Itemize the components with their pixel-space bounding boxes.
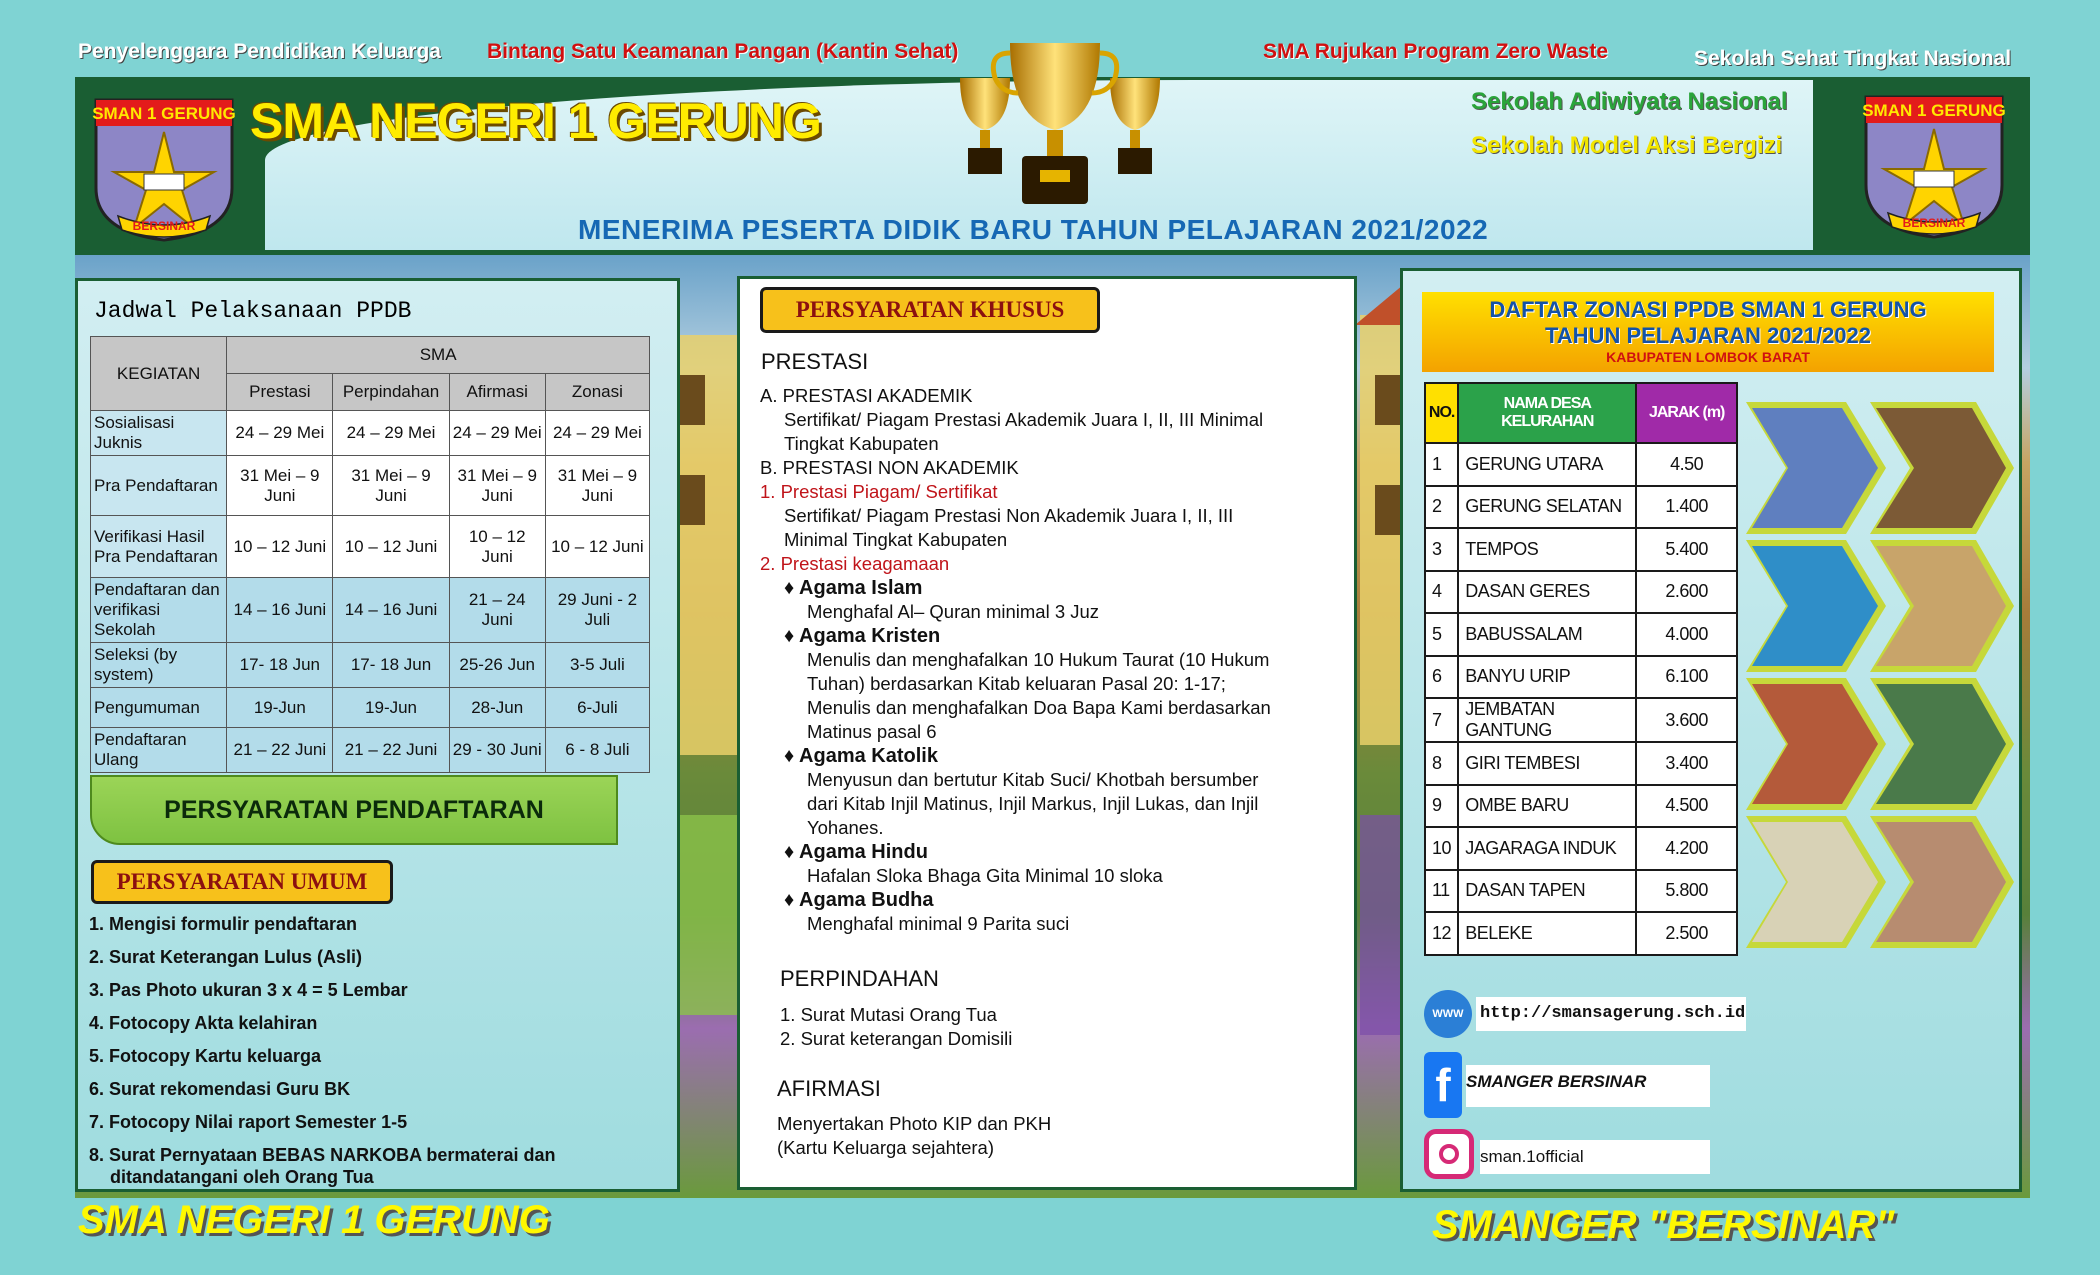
- agama-desc: Tuhan) berdasarkan Kitab keluaran Pasal 20: 1-17;: [807, 673, 1226, 694]
- table-cell: 31 Mei – 9 Juni: [449, 456, 545, 516]
- table-cell: 24 – 29 Mei: [545, 411, 649, 456]
- agama-item: [760, 744, 1340, 840]
- table-row: [1425, 870, 1737, 913]
- row-nama: BANYU URIP: [1458, 656, 1636, 699]
- agama-desc: Hafalan Sloka Bhaga Gita Minimal 10 sloka: [807, 865, 1163, 886]
- table-row: [1425, 827, 1737, 870]
- col-header-afirmasi: Afirmasi: [449, 374, 545, 411]
- row-no: 4: [1425, 571, 1458, 614]
- agama-desc: dari Kitab Injil Matinus, Injil Markus, Injil Lukas, dan Injil: [807, 793, 1259, 814]
- top-label-right: Sekolah Sehat Tingkat Nasional: [1694, 47, 2012, 70]
- table-row: [91, 411, 650, 456]
- main-title: MENERIMA PESERTA DIDIK BARU TAHUN PELAJARAN 2021/2022: [578, 214, 1489, 245]
- row-nama: GERUNG SELATAN: [1458, 486, 1636, 529]
- table-cell: 25-26 Jun: [449, 643, 545, 688]
- list-item: 1. Mengisi formulir pendaftaran: [89, 914, 358, 934]
- agama-label: Agama Islam: [799, 577, 923, 599]
- col-header-perpindahan: Perpindahan: [333, 374, 449, 411]
- agama-item: [760, 840, 1340, 888]
- prestasi-keagamaan-label: 2. Prestasi keagamaan: [760, 553, 950, 574]
- footer-school-name: SMA NEGERI 1 GERUNG: [78, 1198, 550, 1242]
- row-nama: TEMPOS: [1458, 528, 1636, 571]
- row-jarak: 3.400: [1636, 742, 1737, 785]
- row-label: Seleksi (by system): [91, 643, 227, 688]
- agama-name: [760, 624, 1340, 648]
- table-cell: 10 – 12 Juni: [449, 516, 545, 578]
- zonasi-table: [1424, 382, 1738, 956]
- table-cell: 17- 18 Jun: [333, 643, 449, 688]
- diamond-bullet-icon: ♦: [784, 745, 800, 767]
- agama-desc: Yohanes.: [807, 817, 884, 838]
- list-item: 4. Fotocopy Akta kelahiran: [89, 1013, 318, 1033]
- prestasi-akademik-label: A. PRESTASI AKADEMIK: [760, 385, 973, 406]
- facebook-icon: f: [1424, 1052, 1462, 1118]
- list-item: 1. Surat Mutasi Orang Tua: [780, 1004, 997, 1025]
- list-item: 2. Surat Keterangan Lulus (Asli): [89, 947, 363, 967]
- row-nama: GIRI TEMBESI: [1458, 742, 1636, 785]
- table-row: [1425, 912, 1737, 955]
- agama-desc: Menghafal Al– Quran minimal 3 Juz: [807, 601, 1100, 622]
- instagram-link[interactable]: sman.1official: [1480, 1140, 1710, 1174]
- footer-slogan: SMANGER "BERSINAR": [1432, 1203, 1895, 1247]
- table-cell: 29 Juni - 2 Juli: [545, 578, 649, 643]
- row-nama: JEMBATAN GANTUNG: [1458, 698, 1636, 742]
- table-cell: 21 – 24 Juni: [449, 578, 545, 643]
- row-jarak: 5.800: [1636, 870, 1737, 913]
- row-no: 5: [1425, 613, 1458, 656]
- zonasi-region: KABUPATEN LOMBOK BARAT: [1606, 349, 1810, 365]
- table-row: [91, 578, 650, 643]
- row-jarak: 4.200: [1636, 827, 1737, 870]
- agama-item: [760, 624, 1340, 744]
- table-row: [1425, 785, 1737, 828]
- table-row: [91, 688, 650, 728]
- prestasi-akademik-desc: Tingkat Kabupaten: [784, 433, 939, 454]
- table-row: [1425, 698, 1737, 742]
- row-no: 6: [1425, 656, 1458, 699]
- table-cell: 6 - 8 Juli: [545, 728, 649, 773]
- col-header-jarak: JARAK (m): [1636, 383, 1737, 443]
- agama-name: [760, 744, 1340, 768]
- row-no: 7: [1425, 698, 1458, 742]
- diamond-bullet-icon: ♦: [784, 577, 800, 599]
- table-cell: 31 Mei – 9 Juni: [333, 456, 449, 516]
- website-icon: WWW: [1424, 990, 1472, 1038]
- table-row: [1425, 528, 1737, 571]
- col-header-prestasi: Prestasi: [227, 374, 333, 411]
- prestasi-content: [760, 384, 1340, 936]
- table-cell: 14 – 16 Juni: [333, 578, 449, 643]
- website-link[interactable]: http://smansagerung.sch.id: [1476, 997, 1746, 1031]
- table-row: [91, 643, 650, 688]
- table-cell: 24 – 29 Mei: [449, 411, 545, 456]
- agama-label: Agama Kristen: [799, 625, 941, 647]
- top-label-center-left: Bintang Satu Keamanan Pangan (Kantin Sehat): [487, 40, 959, 63]
- agama-name: [760, 576, 1340, 600]
- award-aksi-bergizi: Sekolah Model Aksi Bergizi: [1471, 132, 1783, 159]
- agama-item: [760, 888, 1340, 936]
- row-jarak: 4.000: [1636, 613, 1737, 656]
- row-nama: DASAN GERES: [1458, 571, 1636, 614]
- top-label-center-right: SMA Rujukan Program Zero Waste: [1263, 40, 1609, 63]
- school-logo-left: [88, 92, 238, 242]
- row-no: 11: [1425, 870, 1458, 913]
- persyaratan-khusus-tag: PERSYARATAN KHUSUS: [760, 287, 1100, 333]
- row-nama: GERUNG UTARA: [1458, 443, 1636, 486]
- prestasi-heading: PRESTASI: [761, 349, 869, 374]
- table-cell: 29 - 30 Juni: [449, 728, 545, 773]
- agama-desc: Menulis dan menghafalkan Doa Bapa Kami berdasarkan: [807, 697, 1271, 718]
- table-cell: 10 – 12 Juni: [227, 516, 333, 578]
- diamond-bullet-icon: ♦: [784, 841, 800, 863]
- zonasi-banner: [1422, 292, 1994, 372]
- diamond-bullet-icon: ♦: [784, 889, 800, 911]
- instagram-icon: [1424, 1129, 1474, 1179]
- zonasi-title: DAFTAR ZONASI PPDB SMAN 1 GERUNG: [1489, 297, 1927, 322]
- logo-bottom-text: BERSINAR: [132, 219, 196, 233]
- school-logo-right: [1858, 89, 2008, 239]
- logo-top-text: SMAN 1 GERUNG: [1862, 101, 2006, 120]
- row-label: Sosialisasi Juknis: [91, 411, 227, 456]
- logo-top-text: SMAN 1 GERUNG: [92, 104, 236, 123]
- row-label: Pra Pendaftaran: [91, 456, 227, 516]
- row-no: 1: [1425, 443, 1458, 486]
- prestasi-akademik-desc: Sertifikat/ Piagam Prestasi Akademik Juara I, II, III Minimal: [784, 409, 1264, 430]
- prestasi-piagam-desc: Sertifikat/ Piagam Prestasi Non Akademik Juara I, II, III: [784, 505, 1234, 526]
- agama-item: [760, 576, 1340, 624]
- row-label: Pengumuman: [91, 688, 227, 728]
- list-item: 3. Pas Photo ukuran 3 x 4 = 5 Lembar: [89, 980, 408, 1000]
- list-item: 5. Fotocopy Kartu keluarga: [89, 1046, 322, 1066]
- table-cell: 17- 18 Jun: [227, 643, 333, 688]
- school-logo-icon: [88, 92, 240, 244]
- col-header-no: NO.: [1425, 383, 1458, 443]
- list-item: 2. Surat keterangan Domisili: [780, 1028, 1013, 1049]
- row-no: 8: [1425, 742, 1458, 785]
- row-no: 12: [1425, 912, 1458, 955]
- row-no: 9: [1425, 785, 1458, 828]
- row-jarak: 3.600: [1636, 698, 1737, 742]
- list-item: 7. Fotocopy Nilai raport Semester 1-5: [89, 1112, 408, 1132]
- afirmasi-desc: Menyertakan Photo KIP dan PKH: [777, 1113, 1052, 1134]
- table-row: [91, 516, 650, 578]
- table-row: [91, 456, 650, 516]
- row-no: 2: [1425, 486, 1458, 529]
- agama-name: [760, 840, 1340, 864]
- agama-desc: Matinus pasal 6: [807, 721, 937, 742]
- agama-name: [760, 888, 1340, 912]
- perpindahan-list: [780, 1003, 1012, 1051]
- col-header-nama: NAMA DESA KELURAHAN: [1458, 383, 1636, 443]
- table-cell: 10 – 12 Juni: [333, 516, 449, 578]
- list-item: ditandatangani oleh Orang Tua: [110, 1167, 374, 1187]
- table-cell: 24 – 29 Mei: [227, 411, 333, 456]
- table-cell: 31 Mei – 9 Juni: [545, 456, 649, 516]
- col-header-zonasi: Zonasi: [545, 374, 649, 411]
- row-nama: DASAN TAPEN: [1458, 870, 1636, 913]
- school-logo-icon: [1858, 89, 2010, 241]
- table-header-row: [1425, 383, 1737, 443]
- table-row: [91, 728, 650, 773]
- table-row: [1425, 486, 1737, 529]
- table-row: [1425, 571, 1737, 614]
- table-row: [1425, 656, 1737, 699]
- row-jarak: 2.600: [1636, 571, 1737, 614]
- prestasi-piagam-desc: Minimal Tingkat Kabupaten: [784, 529, 1008, 550]
- row-nama: BELEKE: [1458, 912, 1636, 955]
- table-header-row: [91, 337, 650, 374]
- table-cell: 28-Jun: [449, 688, 545, 728]
- afirmasi-heading: AFIRMASI: [777, 1076, 881, 1101]
- table-row: [1425, 742, 1737, 785]
- persyaratan-pendaftaran-banner: PERSYARATAN PENDAFTARAN: [90, 775, 618, 845]
- facebook-link[interactable]: SMANGER BERSINAR: [1466, 1065, 1710, 1107]
- afirmasi-desc: (Kartu Keluarga sejahtera): [777, 1137, 994, 1158]
- diamond-bullet-icon: ♦: [784, 625, 800, 647]
- list-item: 6. Surat rekomendasi Guru BK: [89, 1079, 351, 1099]
- row-jarak: 4.500: [1636, 785, 1737, 828]
- table-cell: 19-Jun: [333, 688, 449, 728]
- row-jarak: 4.50: [1636, 443, 1737, 486]
- list-item: 8. Surat Pernyataan BEBAS NARKOBA bermaterai dan: [89, 1145, 556, 1165]
- perpindahan-heading: PERPINDAHAN: [780, 966, 939, 991]
- agama-desc: Menulis dan menghafalkan 10 Hukum Taurat (10 Hukum: [807, 649, 1270, 670]
- table-cell: 21 – 22 Juni: [333, 728, 449, 773]
- agama-label: Agama Hindu: [799, 841, 928, 863]
- table-cell: 14 – 16 Juni: [227, 578, 333, 643]
- persyaratan-umum-tag: PERSYARATAN UMUM: [91, 860, 393, 904]
- row-nama: BABUSSALAM: [1458, 613, 1636, 656]
- row-no: 10: [1425, 827, 1458, 870]
- row-jarak: 5.400: [1636, 528, 1737, 571]
- table-cell: 19-Jun: [227, 688, 333, 728]
- table-cell: 21 – 22 Juni: [227, 728, 333, 773]
- row-jarak: 1.400: [1636, 486, 1737, 529]
- table-cell: 31 Mei – 9 Juni: [227, 456, 333, 516]
- agama-label: Agama Budha: [799, 889, 934, 911]
- row-label: Verifikasi Hasil Pra Pendaftaran: [91, 516, 227, 578]
- row-nama: OMBE BARU: [1458, 785, 1636, 828]
- persyaratan-umum-list: [89, 914, 649, 1188]
- table-cell: 6-Juli: [545, 688, 649, 728]
- schedule-table: [90, 336, 650, 773]
- table-row: [1425, 443, 1737, 486]
- table-cell: 24 – 29 Mei: [333, 411, 449, 456]
- table-row: [1425, 613, 1737, 656]
- col-header-sma: SMA: [227, 337, 650, 374]
- row-jarak: 2.500: [1636, 912, 1737, 955]
- table-cell: 10 – 12 Juni: [545, 516, 649, 578]
- agama-desc: Menyusun dan bertutur Kitab Suci/ Khotbah bersumber: [807, 769, 1259, 790]
- row-jarak: 6.100: [1636, 656, 1737, 699]
- award-adiwiyata: Sekolah Adiwiyata Nasional: [1471, 88, 1788, 115]
- afirmasi-content: [777, 1112, 1051, 1160]
- col-header-kegiatan: KEGIATAN: [91, 337, 227, 411]
- agama-label: Agama Katolik: [799, 745, 938, 767]
- agama-desc: Menghafal minimal 9 Parita suci: [807, 913, 1070, 934]
- activity-photo-gallery: [1746, 400, 2014, 960]
- trophy-icon: [940, 38, 1170, 213]
- table-cell: 3-5 Juli: [545, 643, 649, 688]
- schedule-title: Jadwal Pelaksanaan PPDB: [94, 298, 412, 324]
- school-name: SMA NEGERI 1 GERUNG: [250, 93, 821, 149]
- zonasi-subtitle: TAHUN PELAJARAN 2021/2022: [1544, 323, 1872, 348]
- row-nama: JAGARAGA INDUK: [1458, 827, 1636, 870]
- row-no: 3: [1425, 528, 1458, 571]
- top-label-left: Penyelenggara Pendidikan Keluarga: [78, 40, 441, 63]
- logo-bottom-text: BERSINAR: [1902, 216, 1966, 230]
- row-label: Pendaftaran dan verifikasi Sekolah: [91, 578, 227, 643]
- prestasi-piagam-label: 1. Prestasi Piagam/ Sertifikat: [760, 481, 998, 502]
- prestasi-non-akademik-label: B. PRESTASI NON AKADEMIK: [760, 457, 1019, 478]
- row-label: Pendaftaran Ulang: [91, 728, 227, 773]
